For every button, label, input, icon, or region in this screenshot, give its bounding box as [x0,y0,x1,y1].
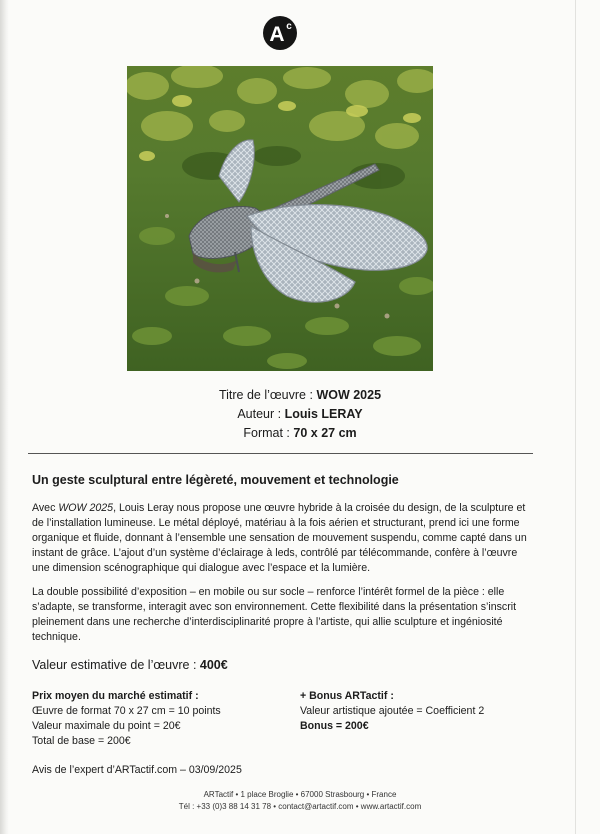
format-value: 70 x 27 cm [293,426,357,440]
title-value: WOW 2025 [316,388,382,402]
bonus-block [300,689,484,734]
market-line: Valeur maximale du point = 20€ [32,720,181,732]
article-heading: Un geste sculptural entre légèreté, mouvement et technologie [32,473,399,487]
logo-superscript: c [286,21,292,32]
format-line [0,426,600,440]
valuation-label: Valeur estimative de l’œuvre : [32,658,197,672]
paragraph-1-line: Avec WOW 2025, Louis Leray nous propose une œuvre hybride à la croisée du design, de la sculpture et [32,502,526,514]
title-label: Titre de l’œuvre : [218,388,313,402]
sculpture-photo [127,66,433,371]
artactif-logo [262,15,298,51]
divider [28,453,533,454]
bonus-total: Bonus = 200€ [300,720,369,732]
artwork-name-italic: WOW 2025 [58,502,114,514]
paragraph-1-line: organique et fluide, donnant à l’ensemble une sensation de mouvement suspendu, comme capté dans un [32,532,527,544]
bonus-line: Valeur artistique ajoutée = Coefficient 2 [300,705,485,717]
format-label: Format : [243,426,290,440]
logo-letter: A [269,23,285,46]
author-line [0,407,600,421]
market-block [32,689,221,749]
valuation-line [32,658,228,672]
footer-address: ARTactif • 1 place Broglie • 67000 Strasbourg • France [203,790,397,799]
paragraph-1-line: une dimension scénographique qui dialogue avec l’espace et la lumière. [32,562,371,574]
paragraph-2 [32,585,542,645]
market-heading: Prix moyen du marché estimatif : [32,690,199,702]
market-line: Total de base = 200€ [32,735,131,747]
paragraph-1-line: instant de grâce. L’ajout d’un système d’éclairage à leds, contrôlé par télécommande, confère à l’œuvre [32,547,518,559]
expert-signature: Avis de l’expert d’ARTactif.com – 03/09/2025 [32,764,242,776]
title-line [0,388,600,402]
author-value: Louis LERAY [284,407,363,421]
paragraph-1 [32,501,542,576]
paragraph-1-line: de l’installation lumineuse. Le métal déployé, matériau à la fois aérien et structurant, prend ici une forme [32,517,520,529]
paragraph-2-line: technique. [32,631,81,643]
footer-contact: Tél : +33 (0)3 88 14 31 78 • contact@artactif.com • www.artactif.com [178,802,422,811]
valuation-value: 400€ [199,658,228,672]
paragraph-2-line: La double possibilité d’exposition – en mobile ou sur socle – renforce l’intérêt formel de la pièce : elle [32,586,505,598]
bonus-heading: + Bonus ARTactif : [300,690,394,702]
paragraph-2-line: pleinement dans une recherche d’interdisciplinarité propre à l’artiste, qui allie sculpture et ingéniosité [32,616,503,628]
paragraph-2-line: s’adapte, se transforme, interagit avec son environnement. Cette flexibilité dans la présentation s’inscrit [32,601,517,613]
market-line: Œuvre de format 70 x 27 cm = 10 points [32,705,221,717]
author-label: Auteur : [237,407,282,421]
